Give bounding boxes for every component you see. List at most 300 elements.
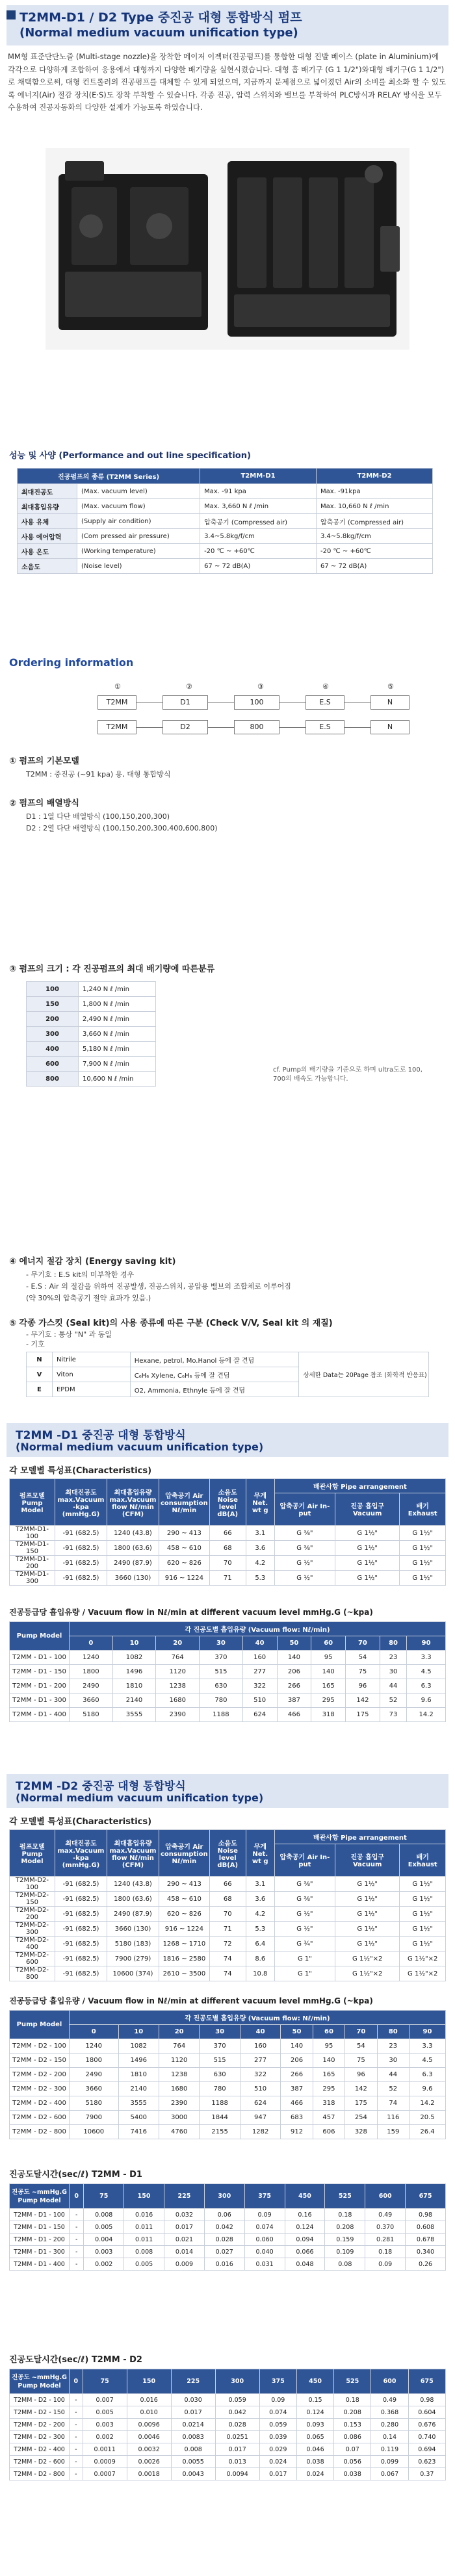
energy-line: (약 30%의 압축공기 절약 효과가 있음.) xyxy=(26,1294,151,1302)
vacuum-level: 0 xyxy=(70,1636,113,1651)
cell: 0.370 xyxy=(365,2221,406,2234)
cell: G ¾" xyxy=(274,1937,335,1951)
cell: 1120 xyxy=(156,1665,200,1679)
spec-value: 67 ~ 72 dB(A) xyxy=(200,559,317,574)
cell: 0.060 xyxy=(244,2234,285,2246)
col-pipe-arrangement: 배관사항 Pipe arrangement xyxy=(274,1479,445,1493)
cell: 6.3 xyxy=(410,2068,446,2082)
cell: 3660 (130) xyxy=(107,1922,159,1937)
cell: 466 xyxy=(277,1708,311,1722)
spec-value: Max. 3,660 N ℓ /min xyxy=(200,499,317,514)
order-marker: ⑤ xyxy=(387,682,394,691)
spec-col-type: 진공펌프의 종류 (T2MM Series) xyxy=(18,469,200,484)
ordering-heading: Ordering information xyxy=(9,656,134,669)
cell: T2MM - D2 - 800 xyxy=(10,2468,70,2480)
cell: G 1½" xyxy=(335,1877,400,1892)
cell: 1240 (43.8) xyxy=(107,1526,159,1541)
cell: 2390 xyxy=(156,1708,200,1722)
cell: 1268 ~ 1710 xyxy=(159,1937,210,1951)
cell: 0.066 xyxy=(285,2246,325,2258)
cell: G 1½" xyxy=(335,1937,400,1951)
cell: 912 xyxy=(281,2125,313,2139)
cell: 66 xyxy=(209,1877,246,1892)
cell: 0.056 xyxy=(334,2456,371,2468)
seal-material: Viton xyxy=(52,1367,130,1382)
cell: - xyxy=(70,2394,83,2406)
spec-label-en: (Supply air condition) xyxy=(77,514,200,529)
table-row xyxy=(18,484,433,499)
spec-value: Max. 10,660 N ℓ /min xyxy=(317,499,433,514)
cell: 0.0043 xyxy=(171,2468,215,2480)
col-max-vacuum: 최대진공도 max.Vacuum -kpa (mmHg.G) xyxy=(55,1830,107,1877)
cell: 0.608 xyxy=(406,2221,446,2234)
order-dash xyxy=(208,702,234,703)
cell: - xyxy=(70,2443,83,2456)
cell: - xyxy=(70,2406,83,2419)
cell: G ½" xyxy=(274,1556,335,1571)
spec-value: -20 ℃ ~ +60℃ xyxy=(317,544,433,559)
cell: 295 xyxy=(311,1694,346,1708)
cell: T2MM - D2 - 400 xyxy=(10,2096,70,2111)
cell: 70 xyxy=(209,1556,246,1571)
cell: 0.16 xyxy=(285,2209,325,2221)
spec-col-d1: T2MM-D1 xyxy=(200,469,317,484)
spec-value: 3.4~5.8kg/f/cm xyxy=(200,529,317,544)
order-dash xyxy=(208,727,234,728)
table-row xyxy=(10,1951,446,1966)
cell: T2MM - D1 - 100 xyxy=(10,2209,70,2221)
cell: 140 xyxy=(313,2054,344,2068)
cell: 159 xyxy=(377,2125,409,2139)
seal-desc: C₆H₆ Xylene, C₆H₆ 등에 잘 견딤 xyxy=(130,1367,299,1382)
cell: 5180 xyxy=(70,1708,113,1722)
cell: 44 xyxy=(377,2068,409,2082)
col-air-input: 압축공기 Air In-put xyxy=(274,1844,335,1876)
order-code-size: 100 xyxy=(234,695,280,710)
cell: 1810 xyxy=(118,2068,159,2082)
cell: 30 xyxy=(377,2054,409,2068)
cell: 175 xyxy=(346,1708,380,1722)
cell: 0.678 xyxy=(406,2234,446,2246)
cell: G 1½" xyxy=(400,1907,446,1922)
size-code: 200 xyxy=(27,1012,79,1027)
cell: 0.031 xyxy=(244,2258,285,2271)
seal-material: EPDM xyxy=(52,1382,130,1397)
intro-paragraph: MM형 표준단단노즐 (Multi-stage nozzle)을 장착한 메이저 이젝터(진공펌프)를 통합한 대형 진발 베이스 (plate in Aluminium)에 각각으로 다양하게 조합하여 응용에서 대형까지 다양한 배기량을 실현시켰습니다. 대형 흡 배기구 (G 1 1/2")와대형 배기구(G 1 1/2")로 채택함으로써, 대형 컨트롤러의 진공펌프를 대체할 수 있게 되었으며, 지금까지 문제점으로 넓어졌던 Air의 소비를 최소화 할 수 있도록 에너지(Air) 절감 장치(E·S)도 장착 부착할 수 있습니다. 각종 진공, 압력 스위치와 밸브를 부착하여 PLC방식과 RELAY 방식을 모두 수용하여 진공자동화의 다양한 설계가 가능토록 하였습니다. xyxy=(8,52,447,112)
order-code-es: E.S xyxy=(306,720,344,734)
cell: 387 xyxy=(277,1694,311,1708)
cell: 1238 xyxy=(156,1679,200,1694)
cell: 0.014 xyxy=(164,2246,205,2258)
cell: - xyxy=(70,2209,84,2221)
table-row xyxy=(10,2431,446,2443)
cell: -91 (682.5) xyxy=(55,1892,107,1907)
cell: 52 xyxy=(377,2082,409,2096)
table-row xyxy=(10,2258,446,2271)
cell: G 1½"×2 xyxy=(400,1966,446,1981)
col-noise: 소음도 Noise level dB(A) xyxy=(209,1479,246,1526)
cell: 10600 (374) xyxy=(107,1966,159,1981)
table-row xyxy=(10,2456,446,2468)
cell: - xyxy=(70,2246,84,2258)
cell: 0.08 xyxy=(325,2258,365,2271)
cell: -91 (682.5) xyxy=(55,1556,107,1571)
cell: 0.017 xyxy=(171,2406,215,2419)
cell: T2MM - D1 - 300 xyxy=(10,2246,70,2258)
order-dash xyxy=(136,702,162,703)
cell: 165 xyxy=(313,2068,344,2082)
cell: 266 xyxy=(281,2068,313,2082)
cell: 160 xyxy=(242,1651,277,1665)
cell: 14.2 xyxy=(407,1708,446,1722)
table-row xyxy=(10,2125,446,2139)
cell: 44 xyxy=(380,1679,406,1694)
cell: T2MM - D2 - 800 xyxy=(10,2125,70,2139)
cell: 74 xyxy=(209,1951,246,1966)
cell: -91 (682.5) xyxy=(55,1922,107,1937)
d1-char-table xyxy=(9,1478,446,1586)
cell: 4.2 xyxy=(246,1556,274,1571)
col-exhaust: 배기 Exhaust xyxy=(400,1844,446,1876)
vacuum-level: 50 xyxy=(277,1636,311,1651)
order-dash xyxy=(136,727,162,728)
table-row xyxy=(10,2443,446,2456)
cell: T2MM - D2 - 150 xyxy=(10,2406,70,2419)
cell: 764 xyxy=(159,2039,199,2054)
resp2-heading: 진공도달시간(sec/ℓ) T2MM - D2 xyxy=(9,2355,142,2365)
spec-label-en: (Noise level) xyxy=(77,559,200,574)
cell: 10600 xyxy=(70,2125,119,2139)
order-code-arrangement: D2 xyxy=(162,720,208,734)
cell: 1282 xyxy=(240,2125,280,2139)
col-max-flow: 최대흡입유량 max.Vacuum flow Nℓ/min (CFM) xyxy=(107,1479,159,1526)
cell: 0.153 xyxy=(334,2419,371,2431)
d1-section-bar xyxy=(6,1423,448,1457)
vacuum-level: 150 xyxy=(127,2369,171,2394)
cell: 254 xyxy=(345,2111,377,2125)
cell: T2MM-D1-100 xyxy=(10,1526,55,1541)
cell: 0.021 xyxy=(164,2234,205,2246)
d1-flow-table xyxy=(9,1621,446,1722)
d2-title: T2MM -D2 중진공 대형 통합방식 xyxy=(16,1780,186,1793)
cell: 3660 xyxy=(70,1694,113,1708)
vacuum-level: 30 xyxy=(200,1636,243,1651)
cell: 3.6 xyxy=(246,1541,274,1556)
cell: 0.004 xyxy=(84,2234,124,2246)
cell: G 1½" xyxy=(400,1922,446,1937)
cell: 0.017 xyxy=(215,2443,259,2456)
cell: G 1½"×2 xyxy=(335,1951,400,1966)
cell: 0.37 xyxy=(408,2468,445,2480)
cell: G 1½"×2 xyxy=(335,1966,400,1981)
cell: 0.042 xyxy=(204,2221,244,2234)
table-row xyxy=(10,1907,446,1922)
table-row xyxy=(10,2111,446,2125)
cell: 74 xyxy=(377,2096,409,2111)
cell: 75 xyxy=(345,2054,377,2068)
resp1-table xyxy=(9,2183,446,2271)
size-code: 300 xyxy=(27,1027,79,1042)
cell: 165 xyxy=(311,1679,346,1694)
cell: 95 xyxy=(313,2039,344,2054)
seal-code: E xyxy=(27,1382,53,1397)
cell: 74 xyxy=(209,1966,246,1981)
cell: 0.002 xyxy=(83,2431,127,2443)
cell: 0.005 xyxy=(83,2406,127,2419)
cell: G 1" xyxy=(274,1951,335,1966)
cell: 0.094 xyxy=(285,2234,325,2246)
col-pump-model: 펌프모델 Pump Model xyxy=(10,1830,55,1877)
table-row xyxy=(27,982,156,997)
cell: 0.09 xyxy=(259,2394,296,2406)
vacuum-level: 60 xyxy=(313,2025,344,2039)
d2-section-bar xyxy=(6,1774,448,1808)
cell: 1800 xyxy=(70,2054,119,2068)
col-weight: 무게 Net. wt g xyxy=(246,1479,274,1526)
cell: 1800 xyxy=(70,1665,113,1679)
size-flow: 7,900 N ℓ /min xyxy=(79,1057,156,1072)
cell: 0.067 xyxy=(371,2468,408,2480)
cell: 0.119 xyxy=(371,2443,408,2456)
cell: G ½" xyxy=(274,1571,335,1586)
vacuum-level: 150 xyxy=(124,2184,164,2209)
d2-flow-heading: 진공등급당 흡입유량 / Vacuum flow in Nℓ/min at different vacuum level mmHg.G (~kpa) xyxy=(9,1996,373,2005)
vacuum-level: 300 xyxy=(204,2184,244,2209)
vacuum-level: 70 xyxy=(346,1636,380,1651)
cell: 387 xyxy=(281,2082,313,2096)
cell: - xyxy=(70,2431,83,2443)
cell: 0.013 xyxy=(215,2456,259,2468)
product-title: T2MM-D1 / D2 Type 중진공 대형 통합방식 펌프 xyxy=(20,10,302,25)
table-row xyxy=(18,544,433,559)
cell: 0.208 xyxy=(334,2406,371,2419)
cell: 3555 xyxy=(112,1708,156,1722)
order-marker: ③ xyxy=(257,682,264,691)
cell: 6.3 xyxy=(407,1679,446,1694)
cell: G 1½" xyxy=(400,1571,446,1586)
spec-table xyxy=(17,468,433,574)
cell: 0.016 xyxy=(204,2258,244,2271)
col-air-input: 압축공기 Air In-put xyxy=(274,1493,335,1525)
cell: 2140 xyxy=(118,2082,159,2096)
vacuum-level: 450 xyxy=(285,2184,325,2209)
spec-label: 최대흡입유량 xyxy=(18,499,77,514)
cell: 0.0214 xyxy=(171,2419,215,2431)
d2-flow-table xyxy=(9,2010,446,2139)
table-row xyxy=(10,2068,446,2082)
order-marker: ② xyxy=(186,682,192,691)
cell: 52 xyxy=(380,1694,406,1708)
size-flow: 1,240 N ℓ /min xyxy=(79,982,156,997)
section-seal-title: ⑤ 각종 가스킷 (Seal kit)의 사용 종류에 따른 구분 (Check V/V, Seal kit 의 재질) xyxy=(9,1319,333,1328)
cell: 6.4 xyxy=(246,1937,274,1951)
table-row xyxy=(10,1708,446,1722)
cell: 0.98 xyxy=(406,2209,446,2221)
cell: 3660 (130) xyxy=(107,1571,159,1586)
cell: 0.008 xyxy=(84,2209,124,2221)
cell: 620 ~ 826 xyxy=(159,1556,210,1571)
table-row xyxy=(10,2419,446,2431)
cell: T2MM - D2 - 100 xyxy=(10,2039,70,2054)
cell: T2MM - D1 - 150 xyxy=(10,1665,70,1679)
order-code-seal: N xyxy=(370,720,410,734)
d1-flow-heading: 진공등급당 흡입유량 / Vacuum flow in Nℓ/min at different vacuum level mmHg.G (~kpa) xyxy=(9,1608,373,1617)
cell: 0.016 xyxy=(127,2394,171,2406)
table-row xyxy=(10,1892,446,1907)
cell: 3.1 xyxy=(246,1526,274,1541)
header-bullet-icon xyxy=(6,10,16,19)
cell: 160 xyxy=(240,2039,280,2054)
cell: 20.5 xyxy=(410,2111,446,2125)
resp2-table xyxy=(9,2369,446,2480)
cell: - xyxy=(70,2234,84,2246)
vacuum-level: 90 xyxy=(407,1636,446,1651)
cell: 0.124 xyxy=(285,2221,325,2234)
cell: 5180 xyxy=(70,2096,119,2111)
cell: 0.038 xyxy=(296,2456,333,2468)
pump-illustration xyxy=(46,148,410,350)
vacuum-level: 75 xyxy=(83,2369,127,2394)
cell: T2MM - D2 - 600 xyxy=(10,2456,70,2468)
vacuum-level: 10 xyxy=(118,2025,159,2039)
cell: -91 (682.5) xyxy=(55,1877,107,1892)
cell: 0.0083 xyxy=(171,2431,215,2443)
col-flow-group: 각 진공도별 흡입유량 (Vacuum flow: Nℓ/min) xyxy=(70,1622,446,1636)
cell: 318 xyxy=(311,1708,346,1722)
order-code-arrangement: D1 xyxy=(162,695,208,710)
cell: 916 ~ 1224 xyxy=(159,1922,210,1937)
cell: T2MM-D2-800 xyxy=(10,1966,55,1981)
cell: 0.0046 xyxy=(127,2431,171,2443)
cell: 0.0007 xyxy=(83,2468,127,2480)
table-row xyxy=(27,1352,429,1367)
cell: 0.124 xyxy=(296,2406,333,2419)
cell: 624 xyxy=(242,1708,277,1722)
vacuum-level: 600 xyxy=(371,2369,408,2394)
cell: 7900 (279) xyxy=(107,1951,159,1966)
cell: 9.6 xyxy=(407,1694,446,1708)
col-pump-model: Pump Model xyxy=(10,1622,70,1651)
cell: T2MM - D2 - 300 xyxy=(10,2431,70,2443)
cell: T2MM-D1-200 xyxy=(10,1556,55,1571)
cell: 1188 xyxy=(200,2096,240,2111)
size-note: cf. Pump의 배기량을 기준으로 하며 ultra도로 100, 700의 배속도 가능합니다. xyxy=(273,1066,422,1083)
cell: 0.18 xyxy=(325,2209,365,2221)
cell: 0.024 xyxy=(296,2468,333,2480)
cell: 68 xyxy=(209,1892,246,1907)
order-marker: ① xyxy=(114,682,121,691)
cell: 0.281 xyxy=(365,2234,406,2246)
order-dash xyxy=(344,727,370,728)
cell: 0.740 xyxy=(408,2431,445,2443)
spec-value: 압축공기 (Compressed air) xyxy=(200,514,317,529)
cell: 0.0055 xyxy=(171,2456,215,2468)
cell: 2610 ~ 3500 xyxy=(159,1966,210,1981)
seal-line: - 무기호 : 통상 "N" 과 동일 xyxy=(26,1330,112,1339)
cell: -91 (682.5) xyxy=(55,1966,107,1981)
cell: 1496 xyxy=(118,2054,159,2068)
cell: 1240 xyxy=(70,1651,113,1665)
cell: T2MM - D1 - 150 xyxy=(10,2221,70,2234)
spec-label: 사용 에어압력 xyxy=(18,529,77,544)
cell: 0.0096 xyxy=(127,2419,171,2431)
arrangement-line: D1 : 1열 다단 배열방식 (100,150,200,300) xyxy=(26,812,170,821)
cell: 73 xyxy=(380,1708,406,1722)
arrangement-line: D2 : 2열 다단 배열방식 (100,150,200,300,400,600,800) xyxy=(26,824,218,832)
table-row xyxy=(27,997,156,1012)
cell: 3660 xyxy=(70,2082,119,2096)
cell: 3.3 xyxy=(410,2039,446,2054)
cell: 1844 xyxy=(200,2111,240,2125)
resp1-heading: 진공도달시간(sec/ℓ) T2MM - D1 xyxy=(9,2170,142,2180)
cell: - xyxy=(70,2221,84,2234)
size-flow: 2,490 N ℓ /min xyxy=(79,1012,156,1027)
cell: 2490 (87.9) xyxy=(107,1556,159,1571)
cell: 328 xyxy=(345,2125,377,2139)
cell: 0.024 xyxy=(259,2456,296,2468)
cell: 683 xyxy=(281,2111,313,2125)
table-row xyxy=(10,2221,446,2234)
cell: T2MM - D2 - 300 xyxy=(10,2082,70,2096)
cell: 23 xyxy=(377,2039,409,2054)
cell: 116 xyxy=(377,2111,409,2125)
cell: 0.028 xyxy=(204,2234,244,2246)
cell: 0.032 xyxy=(164,2209,205,2221)
vacuum-level: 20 xyxy=(159,2025,199,2039)
vacuum-level: 675 xyxy=(406,2184,446,2209)
cell: 0.059 xyxy=(259,2419,296,2431)
cell: T2MM-D1-300 xyxy=(10,1571,55,1586)
vacuum-level: 90 xyxy=(410,2025,446,2039)
cell: 0.0011 xyxy=(83,2443,127,2456)
cell: 947 xyxy=(240,2111,280,2125)
cell: 3.3 xyxy=(407,1651,446,1665)
col-vacuum-port: 진공 흡입구 Vacuum xyxy=(335,1493,400,1525)
spec-value: Max. -91kpa xyxy=(317,484,433,499)
table-row xyxy=(18,514,433,529)
cell: 66 xyxy=(209,1526,246,1541)
table-row xyxy=(27,1042,156,1057)
cell: 140 xyxy=(277,1651,311,1665)
vacuum-level: 30 xyxy=(200,2025,240,2039)
spec-label-en: (Working temperature) xyxy=(77,544,200,559)
vacuum-level: 40 xyxy=(240,2025,280,2039)
spec-value: 67 ~ 72 dB(A) xyxy=(317,559,433,574)
table-row xyxy=(10,1665,446,1679)
cell: 23 xyxy=(380,1651,406,1665)
cell: 620 ~ 826 xyxy=(159,1907,210,1922)
cell: -91 (682.5) xyxy=(55,1907,107,1922)
vacuum-level: 600 xyxy=(365,2184,406,2209)
cell: 1680 xyxy=(156,1694,200,1708)
vacuum-level: 375 xyxy=(244,2184,285,2209)
table-row xyxy=(10,2394,446,2406)
col-air-consumption: 압축공기 Air consumption Nℓ/min xyxy=(159,1830,210,1877)
table-row xyxy=(10,1651,446,1665)
cell: 140 xyxy=(311,1665,346,1679)
cell: 14.2 xyxy=(410,2096,446,2111)
cell: 0.074 xyxy=(244,2221,285,2234)
cell: 7900 xyxy=(70,2111,119,2125)
table-row xyxy=(10,2096,446,2111)
cell: 1810 xyxy=(112,1679,156,1694)
table-row xyxy=(10,1966,446,1981)
cell: 0.280 xyxy=(371,2419,408,2431)
cell: 780 xyxy=(200,1694,243,1708)
cell: T2MM - D1 - 100 xyxy=(10,1651,70,1665)
cell: G ⅜" xyxy=(274,1877,335,1892)
cell: 1680 xyxy=(159,2082,199,2096)
